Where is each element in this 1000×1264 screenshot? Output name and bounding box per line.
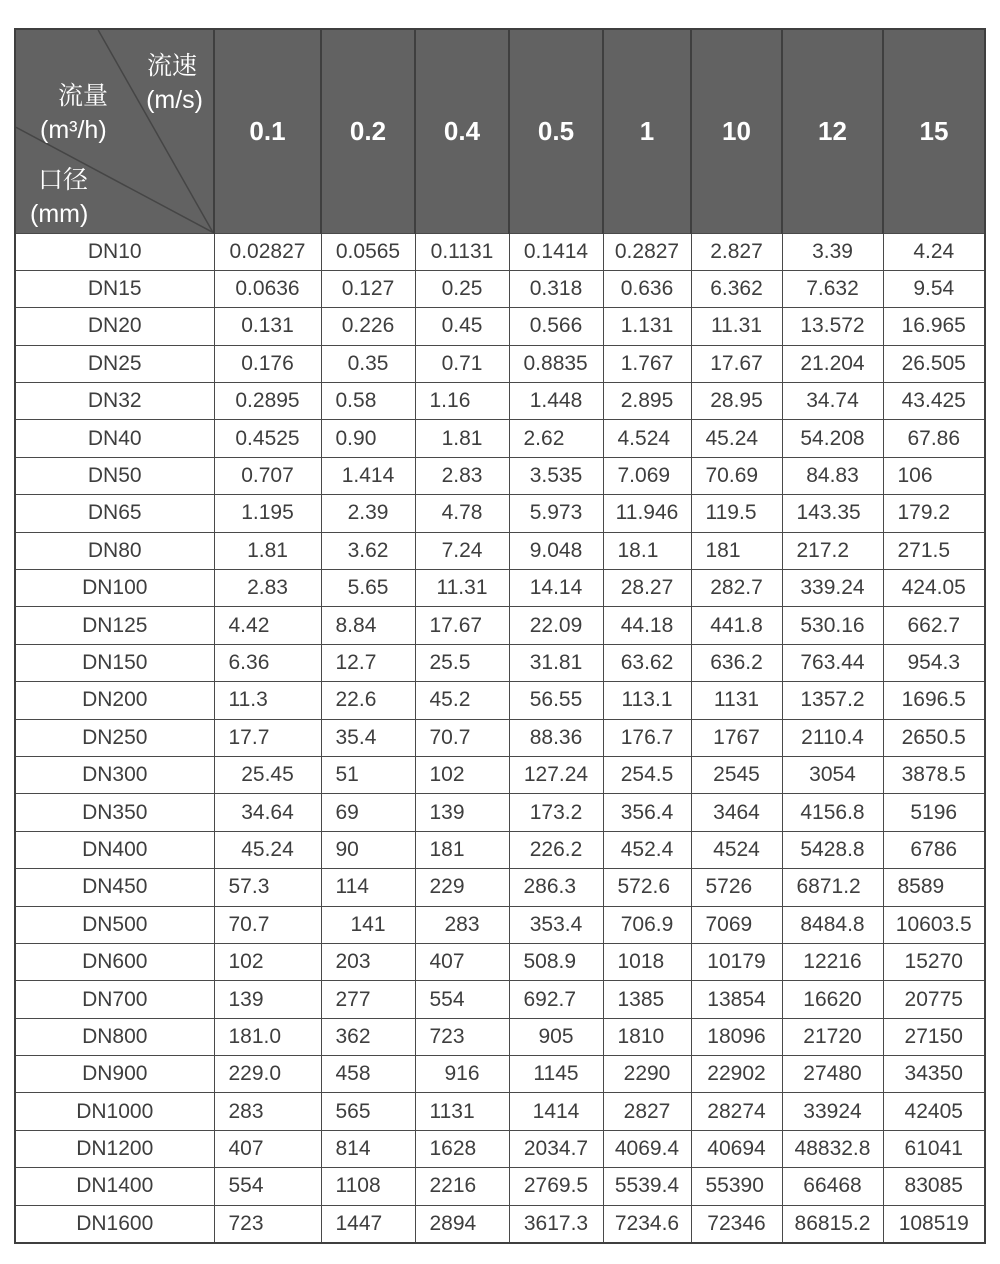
- flow-value-cell: 5.65: [321, 570, 415, 607]
- flow-value-cell: 28.95: [691, 383, 782, 420]
- flow-value-cell: 1447: [321, 1205, 415, 1242]
- flow-value-cell: 254.5: [603, 756, 691, 793]
- flow-value-cell: 277: [321, 981, 415, 1018]
- flow-value-cell: 42405: [883, 1093, 985, 1130]
- flow-value-cell: 102: [214, 943, 321, 980]
- diameter-cell: DN1000: [15, 1093, 214, 1130]
- flow-value-cell: 9.048: [509, 532, 603, 569]
- corner-header-cell: [15, 29, 214, 233]
- flow-value-cell: 2.83: [415, 457, 509, 494]
- flow-rate-table-container: [14, 28, 986, 1244]
- flow-value-cell: 173.2: [509, 794, 603, 831]
- flow-value-cell: 48832.8: [782, 1130, 883, 1167]
- flow-value-cell: 72346: [691, 1205, 782, 1242]
- flow-value-cell: 31.81: [509, 644, 603, 681]
- flow-value-cell: 1.81: [415, 420, 509, 457]
- flow-value-cell: 565: [321, 1093, 415, 1130]
- flow-value-cell: 283: [214, 1093, 321, 1130]
- flow-value-cell: 2.827: [691, 233, 782, 270]
- flow-value-cell: 362: [321, 1018, 415, 1055]
- flow-unit-label: (m³/h): [40, 116, 107, 144]
- table-row: [15, 570, 985, 607]
- flow-value-cell: 34.64: [214, 794, 321, 831]
- table-row: [15, 420, 985, 457]
- flow-value-cell: 2827: [603, 1093, 691, 1130]
- flow-value-cell: 282.7: [691, 570, 782, 607]
- table-row: [15, 1093, 985, 1130]
- flow-value-cell: 2.895: [603, 383, 691, 420]
- flow-header-label: 流量: [58, 82, 109, 110]
- flow-value-cell: 530.16: [782, 607, 883, 644]
- velocity-column-header: 10: [691, 29, 782, 233]
- flow-value-cell: 181: [415, 831, 509, 868]
- flow-value-cell: 662.7: [883, 607, 985, 644]
- table-row: [15, 1018, 985, 1055]
- flow-value-cell: 692.7: [509, 981, 603, 1018]
- table-row: [15, 756, 985, 793]
- flow-value-cell: 15270: [883, 943, 985, 980]
- flow-value-cell: 1.414: [321, 457, 415, 494]
- flow-value-cell: 706.9: [603, 906, 691, 943]
- flow-value-cell: 2.39: [321, 495, 415, 532]
- flow-value-cell: 0.566: [509, 308, 603, 345]
- flow-value-cell: 10179: [691, 943, 782, 980]
- diameter-cell: DN600: [15, 943, 214, 980]
- flow-value-cell: 22.6: [321, 682, 415, 719]
- flow-value-cell: 26.505: [883, 345, 985, 382]
- flow-value-cell: 0.1131: [415, 233, 509, 270]
- flow-value-cell: 55390: [691, 1168, 782, 1205]
- table-row: [15, 794, 985, 831]
- flow-value-cell: 0.02827: [214, 233, 321, 270]
- flow-value-cell: 0.71: [415, 345, 509, 382]
- flow-value-cell: 22902: [691, 1056, 782, 1093]
- table-row: [15, 1168, 985, 1205]
- diameter-cell: DN150: [15, 644, 214, 681]
- flow-value-cell: 4156.8: [782, 794, 883, 831]
- flow-value-cell: 1145: [509, 1056, 603, 1093]
- flow-value-cell: 176.7: [603, 719, 691, 756]
- flow-value-cell: 1108: [321, 1168, 415, 1205]
- flow-value-cell: 814: [321, 1130, 415, 1167]
- flow-value-cell: 0.2895: [214, 383, 321, 420]
- flow-value-cell: 27150: [883, 1018, 985, 1055]
- flow-value-cell: 54.208: [782, 420, 883, 457]
- diameter-cell: DN1600: [15, 1205, 214, 1242]
- flow-value-cell: 1357.2: [782, 682, 883, 719]
- flow-value-cell: 12.7: [321, 644, 415, 681]
- flow-value-cell: 56.55: [509, 682, 603, 719]
- flow-value-cell: 0.127: [321, 270, 415, 307]
- flow-value-cell: 1.131: [603, 308, 691, 345]
- diameter-cell: DN1200: [15, 1130, 214, 1167]
- flow-value-cell: 4.42: [214, 607, 321, 644]
- flow-value-cell: 407: [214, 1130, 321, 1167]
- diameter-cell: DN1400: [15, 1168, 214, 1205]
- flow-value-cell: 106: [883, 457, 985, 494]
- flow-value-cell: 452.4: [603, 831, 691, 868]
- flow-value-cell: 35.4: [321, 719, 415, 756]
- flow-value-cell: 458: [321, 1056, 415, 1093]
- diameter-cell: DN300: [15, 756, 214, 793]
- diameter-cell: DN350: [15, 794, 214, 831]
- flow-value-cell: 139: [415, 794, 509, 831]
- flow-value-cell: 181.0: [214, 1018, 321, 1055]
- flow-value-cell: 0.90: [321, 420, 415, 457]
- flow-value-cell: 83085: [883, 1168, 985, 1205]
- flow-value-cell: 0.4525: [214, 420, 321, 457]
- flow-value-cell: 5428.8: [782, 831, 883, 868]
- flow-value-cell: 1810: [603, 1018, 691, 1055]
- flow-value-cell: 18.1: [603, 532, 691, 569]
- diameter-cell: DN15: [15, 270, 214, 307]
- flow-value-cell: 0.0636: [214, 270, 321, 307]
- flow-value-cell: 1018: [603, 943, 691, 980]
- flow-value-cell: 0.636: [603, 270, 691, 307]
- table-body: [15, 233, 985, 1243]
- flow-value-cell: 17.67: [691, 345, 782, 382]
- flow-value-cell: 4069.4: [603, 1130, 691, 1167]
- flow-value-cell: 12216: [782, 943, 883, 980]
- flow-value-cell: 69: [321, 794, 415, 831]
- flow-value-cell: 5196: [883, 794, 985, 831]
- flow-value-cell: 3.535: [509, 457, 603, 494]
- flow-value-cell: 4.78: [415, 495, 509, 532]
- flow-value-cell: 723: [415, 1018, 509, 1055]
- flow-value-cell: 16620: [782, 981, 883, 1018]
- flow-value-cell: 11.31: [691, 308, 782, 345]
- flow-value-cell: 6786: [883, 831, 985, 868]
- flow-value-cell: 6.362: [691, 270, 782, 307]
- flow-value-cell: 1.81: [214, 532, 321, 569]
- flow-value-cell: 1.195: [214, 495, 321, 532]
- flow-value-cell: 33924: [782, 1093, 883, 1130]
- table-row: [15, 233, 985, 270]
- flow-value-cell: 45.2: [415, 682, 509, 719]
- flow-value-cell: 636.2: [691, 644, 782, 681]
- flow-value-cell: 1696.5: [883, 682, 985, 719]
- flow-value-cell: 5.973: [509, 495, 603, 532]
- flow-value-cell: 554: [214, 1168, 321, 1205]
- flow-value-cell: 34.74: [782, 383, 883, 420]
- flow-value-cell: 16.965: [883, 308, 985, 345]
- flow-value-cell: 70.69: [691, 457, 782, 494]
- flow-value-cell: 2.62: [509, 420, 603, 457]
- table-row: [15, 308, 985, 345]
- flow-value-cell: 10603.5: [883, 906, 985, 943]
- flow-value-cell: 217.2: [782, 532, 883, 569]
- flow-value-cell: 45.24: [691, 420, 782, 457]
- diameter-cell: DN400: [15, 831, 214, 868]
- flow-value-cell: 2769.5: [509, 1168, 603, 1205]
- table-row: [15, 1130, 985, 1167]
- flow-value-cell: 723: [214, 1205, 321, 1242]
- flow-value-cell: 108519: [883, 1205, 985, 1242]
- flow-value-cell: 40694: [691, 1130, 782, 1167]
- flow-value-cell: 102: [415, 756, 509, 793]
- header-row: [15, 29, 985, 233]
- flow-value-cell: 43.425: [883, 383, 985, 420]
- table-row: [15, 981, 985, 1018]
- flow-value-cell: 226.2: [509, 831, 603, 868]
- velocity-column-header: 1: [603, 29, 691, 233]
- table-row: [15, 270, 985, 307]
- flow-value-cell: 17.67: [415, 607, 509, 644]
- flow-value-cell: 4.524: [603, 420, 691, 457]
- flow-value-cell: 954.3: [883, 644, 985, 681]
- table-row: [15, 644, 985, 681]
- flow-value-cell: 21720: [782, 1018, 883, 1055]
- flow-value-cell: 11.946: [603, 495, 691, 532]
- table-row: [15, 495, 985, 532]
- flow-value-cell: 441.8: [691, 607, 782, 644]
- velocity-column-header: 0.2: [321, 29, 415, 233]
- flow-value-cell: 2.83: [214, 570, 321, 607]
- flow-value-cell: 1767: [691, 719, 782, 756]
- flow-value-cell: 407: [415, 943, 509, 980]
- flow-value-cell: 2545: [691, 756, 782, 793]
- flow-value-cell: 1414: [509, 1093, 603, 1130]
- flow-value-cell: 5539.4: [603, 1168, 691, 1205]
- flow-value-cell: 8484.8: [782, 906, 883, 943]
- table-row: [15, 607, 985, 644]
- flow-value-cell: 17.7: [214, 719, 321, 756]
- flow-value-cell: 1.767: [603, 345, 691, 382]
- flow-value-cell: 139: [214, 981, 321, 1018]
- flow-value-cell: 572.6: [603, 869, 691, 906]
- flow-value-cell: 6.36: [214, 644, 321, 681]
- flow-value-cell: 0.45: [415, 308, 509, 345]
- flow-value-cell: 3464: [691, 794, 782, 831]
- diameter-cell: DN40: [15, 420, 214, 457]
- flow-value-cell: 11.31: [415, 570, 509, 607]
- flow-value-cell: 9.54: [883, 270, 985, 307]
- flow-value-cell: 11.3: [214, 682, 321, 719]
- flow-value-cell: 67.86: [883, 420, 985, 457]
- flow-value-cell: 28274: [691, 1093, 782, 1130]
- flow-value-cell: 7.069: [603, 457, 691, 494]
- flow-value-cell: 7234.6: [603, 1205, 691, 1242]
- flow-value-cell: 3617.3: [509, 1205, 603, 1242]
- flow-value-cell: 1628: [415, 1130, 509, 1167]
- flow-value-cell: 0.35: [321, 345, 415, 382]
- flow-value-cell: 0.226: [321, 308, 415, 345]
- flow-value-cell: 271.5: [883, 532, 985, 569]
- flow-value-cell: 44.18: [603, 607, 691, 644]
- flow-value-cell: 179.2: [883, 495, 985, 532]
- table-row: [15, 831, 985, 868]
- flow-value-cell: 3.62: [321, 532, 415, 569]
- flow-value-cell: 353.4: [509, 906, 603, 943]
- flow-value-cell: 0.8835: [509, 345, 603, 382]
- table-row: [15, 943, 985, 980]
- velocity-column-header: 0.5: [509, 29, 603, 233]
- table-row: [15, 345, 985, 382]
- table-header: [15, 29, 985, 233]
- diameter-cell: DN450: [15, 869, 214, 906]
- flow-value-cell: 203: [321, 943, 415, 980]
- flow-value-cell: 25.45: [214, 756, 321, 793]
- flow-value-cell: 141: [321, 906, 415, 943]
- flow-value-cell: 13854: [691, 981, 782, 1018]
- velocity-column-header: 12: [782, 29, 883, 233]
- flow-value-cell: 905: [509, 1018, 603, 1055]
- flow-value-cell: 3.39: [782, 233, 883, 270]
- flow-value-cell: 554: [415, 981, 509, 1018]
- table-row: [15, 1056, 985, 1093]
- flow-value-cell: 70.7: [214, 906, 321, 943]
- flow-value-cell: 86815.2: [782, 1205, 883, 1242]
- flow-value-cell: 13.572: [782, 308, 883, 345]
- flow-value-cell: 113.1: [603, 682, 691, 719]
- diameter-cell: DN250: [15, 719, 214, 756]
- flow-value-cell: 28.27: [603, 570, 691, 607]
- velocity-column-header: 15: [883, 29, 985, 233]
- velocity-column-header: 0.1: [214, 29, 321, 233]
- flow-value-cell: 84.83: [782, 457, 883, 494]
- flow-value-cell: 339.24: [782, 570, 883, 607]
- diameter-cell: DN80: [15, 532, 214, 569]
- velocity-header-label: 流速: [146, 52, 197, 80]
- flow-value-cell: 127.24: [509, 756, 603, 793]
- table-row: [15, 532, 985, 569]
- flow-value-cell: 7.632: [782, 270, 883, 307]
- flow-value-cell: 8.84: [321, 607, 415, 644]
- velocity-column-header: 0.4: [415, 29, 509, 233]
- flow-value-cell: 61041: [883, 1130, 985, 1167]
- flow-value-cell: 424.05: [883, 570, 985, 607]
- flow-value-cell: 27480: [782, 1056, 883, 1093]
- flow-value-cell: 2894: [415, 1205, 509, 1242]
- flow-value-cell: 229.0: [214, 1056, 321, 1093]
- flow-value-cell: 0.0565: [321, 233, 415, 270]
- flow-value-cell: 4524: [691, 831, 782, 868]
- flow-value-cell: 356.4: [603, 794, 691, 831]
- diameter-cell: DN65: [15, 495, 214, 532]
- flow-value-cell: 2216: [415, 1168, 509, 1205]
- flow-value-cell: 3878.5: [883, 756, 985, 793]
- flow-value-cell: 1.448: [509, 383, 603, 420]
- flow-value-cell: 181: [691, 532, 782, 569]
- flow-value-cell: 57.3: [214, 869, 321, 906]
- diameter-cell: DN32: [15, 383, 214, 420]
- flow-value-cell: 229: [415, 869, 509, 906]
- flow-value-cell: 114: [321, 869, 415, 906]
- flow-value-cell: 88.36: [509, 719, 603, 756]
- flow-value-cell: 2650.5: [883, 719, 985, 756]
- diameter-cell: DN800: [15, 1018, 214, 1055]
- table-row: [15, 869, 985, 906]
- table-row: [15, 906, 985, 943]
- flow-value-cell: 20775: [883, 981, 985, 1018]
- flow-value-cell: 90: [321, 831, 415, 868]
- table-row: [15, 457, 985, 494]
- flow-value-cell: 45.24: [214, 831, 321, 868]
- flow-value-cell: 0.131: [214, 308, 321, 345]
- flow-value-cell: 63.62: [603, 644, 691, 681]
- flow-value-cell: 0.318: [509, 270, 603, 307]
- flow-value-cell: 3054: [782, 756, 883, 793]
- flow-value-cell: 7069: [691, 906, 782, 943]
- flow-value-cell: 70.7: [415, 719, 509, 756]
- flow-value-cell: 119.5: [691, 495, 782, 532]
- flow-value-cell: 0.2827: [603, 233, 691, 270]
- flow-value-cell: 0.25: [415, 270, 509, 307]
- diameter-header-label: 口径: [38, 166, 89, 194]
- table-row: [15, 383, 985, 420]
- flow-value-cell: 1131: [415, 1093, 509, 1130]
- flow-value-cell: 5726: [691, 869, 782, 906]
- diameter-cell: DN100: [15, 570, 214, 607]
- flow-value-cell: 2290: [603, 1056, 691, 1093]
- flow-value-cell: 1.16: [415, 383, 509, 420]
- flow-value-cell: 0.176: [214, 345, 321, 382]
- flow-value-cell: 51: [321, 756, 415, 793]
- diameter-unit-label: (mm): [30, 200, 89, 228]
- diameter-cell: DN700: [15, 981, 214, 1018]
- table-row: [15, 1205, 985, 1242]
- flow-value-cell: 34350: [883, 1056, 985, 1093]
- flow-value-cell: 0.58: [321, 383, 415, 420]
- flow-value-cell: 286.3: [509, 869, 603, 906]
- flow-value-cell: 143.35: [782, 495, 883, 532]
- velocity-unit-label: (m/s): [146, 86, 203, 114]
- table-row: [15, 719, 985, 756]
- flow-value-cell: 4.24: [883, 233, 985, 270]
- flow-value-cell: 0.707: [214, 457, 321, 494]
- diameter-cell: DN900: [15, 1056, 214, 1093]
- flow-value-cell: 1385: [603, 981, 691, 1018]
- table-row: [15, 682, 985, 719]
- diameter-cell: DN50: [15, 457, 214, 494]
- diameter-cell: DN500: [15, 906, 214, 943]
- flow-value-cell: 14.14: [509, 570, 603, 607]
- diameter-cell: DN200: [15, 682, 214, 719]
- flow-value-cell: 508.9: [509, 943, 603, 980]
- flow-value-cell: 25.5: [415, 644, 509, 681]
- flow-value-cell: 66468: [782, 1168, 883, 1205]
- flow-value-cell: 0.1414: [509, 233, 603, 270]
- flow-value-cell: 18096: [691, 1018, 782, 1055]
- flow-rate-table: [14, 28, 986, 1244]
- flow-value-cell: 21.204: [782, 345, 883, 382]
- diameter-cell: DN10: [15, 233, 214, 270]
- flow-value-cell: 6871.2: [782, 869, 883, 906]
- flow-value-cell: 22.09: [509, 607, 603, 644]
- flow-value-cell: 2110.4: [782, 719, 883, 756]
- diameter-cell: DN20: [15, 308, 214, 345]
- flow-value-cell: 283: [415, 906, 509, 943]
- flow-value-cell: 1131: [691, 682, 782, 719]
- flow-value-cell: 2034.7: [509, 1130, 603, 1167]
- diameter-cell: DN25: [15, 345, 214, 382]
- flow-value-cell: 7.24: [415, 532, 509, 569]
- flow-value-cell: 763.44: [782, 644, 883, 681]
- flow-value-cell: 916: [415, 1056, 509, 1093]
- flow-value-cell: 8589: [883, 869, 985, 906]
- diameter-cell: DN125: [15, 607, 214, 644]
